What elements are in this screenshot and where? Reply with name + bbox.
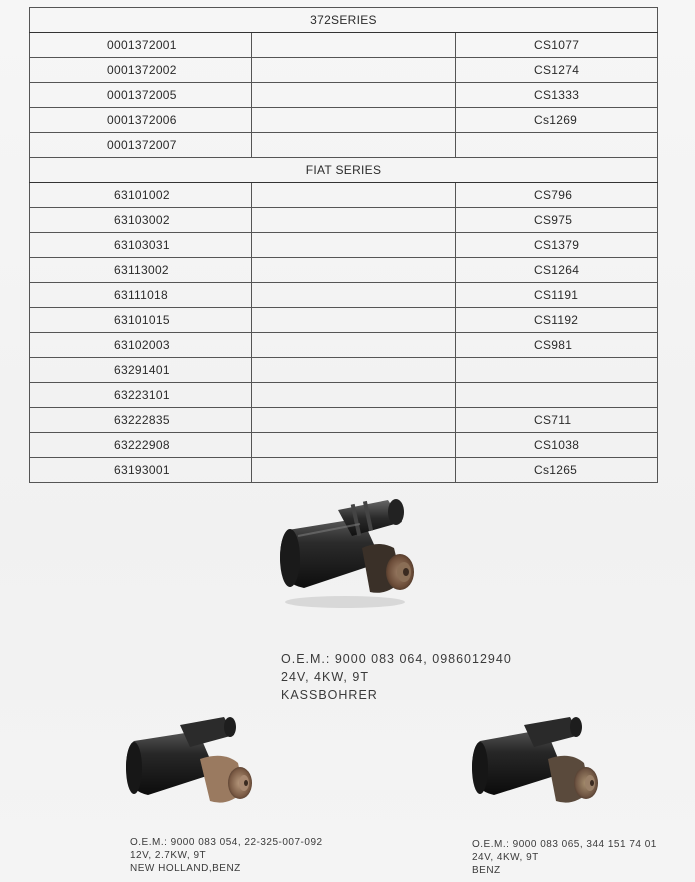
part-number: 63102003 bbox=[30, 333, 252, 358]
part-number: 63222908 bbox=[30, 433, 252, 458]
table-row bbox=[30, 108, 658, 133]
part-number: 63193001 bbox=[30, 458, 252, 483]
part-number: 63101015 bbox=[30, 308, 252, 333]
empty-cell bbox=[252, 183, 456, 208]
empty-cell bbox=[252, 108, 456, 133]
part-number: 63222835 bbox=[30, 408, 252, 433]
empty-cell bbox=[252, 233, 456, 258]
cs-number: Cs1269 bbox=[456, 108, 658, 133]
part-number: 63101002 bbox=[30, 183, 252, 208]
empty-cell bbox=[252, 133, 456, 158]
table-row bbox=[30, 233, 658, 258]
empty-cell bbox=[252, 258, 456, 283]
application: NEW HOLLAND,BENZ bbox=[130, 863, 241, 874]
application: KASSBOHRER bbox=[281, 688, 378, 702]
series-header-row bbox=[30, 158, 658, 183]
part-number: 63291401 bbox=[30, 358, 252, 383]
cs-number: CS1264 bbox=[456, 258, 658, 283]
table-row bbox=[30, 358, 658, 383]
spec: 24V, 4KW, 9T bbox=[472, 852, 539, 863]
series-title: 372SERIES bbox=[30, 8, 658, 33]
cs-number: CS1379 bbox=[456, 233, 658, 258]
starter-motor-photo-left bbox=[120, 715, 260, 815]
empty-cell bbox=[252, 33, 456, 58]
table-row bbox=[30, 283, 658, 308]
table-row bbox=[30, 58, 658, 83]
part-number: 0001372001 bbox=[30, 33, 252, 58]
cs-number: CS1333 bbox=[456, 83, 658, 108]
table-row bbox=[30, 383, 658, 408]
table-row bbox=[30, 458, 658, 483]
parts-cross-reference-table bbox=[29, 7, 658, 483]
table-row bbox=[30, 83, 658, 108]
main-product-caption bbox=[281, 650, 512, 704]
series-header-row bbox=[30, 8, 658, 33]
table-row bbox=[30, 308, 658, 333]
part-number: 0001372005 bbox=[30, 83, 252, 108]
cs-number: CS1038 bbox=[456, 433, 658, 458]
cs-number bbox=[456, 358, 658, 383]
oem-numbers: O.E.M.: 9000 083 065, 344 151 74 01 bbox=[472, 839, 657, 850]
empty-cell bbox=[252, 58, 456, 83]
empty-cell bbox=[252, 83, 456, 108]
part-number: 0001372002 bbox=[30, 58, 252, 83]
spec: 24V, 4KW, 9T bbox=[281, 670, 369, 684]
part-number: 0001372007 bbox=[30, 133, 252, 158]
starter-motor-photo-main bbox=[270, 492, 420, 612]
cs-number: CS1191 bbox=[456, 283, 658, 308]
cs-number bbox=[456, 133, 658, 158]
empty-cell bbox=[252, 358, 456, 383]
oem-numbers: O.E.M.: 9000 083 054, 22-325-007-092 bbox=[130, 837, 323, 848]
left-product-caption bbox=[130, 836, 323, 875]
table-row bbox=[30, 408, 658, 433]
spec: 12V, 2.7KW, 9T bbox=[130, 850, 207, 861]
cs-number: CS975 bbox=[456, 208, 658, 233]
table-row bbox=[30, 133, 658, 158]
part-number: 63113002 bbox=[30, 258, 252, 283]
table-row bbox=[30, 433, 658, 458]
part-number: 63223101 bbox=[30, 383, 252, 408]
series-title: FIAT SERIES bbox=[30, 158, 658, 183]
cs-number: CS1274 bbox=[456, 58, 658, 83]
empty-cell bbox=[252, 208, 456, 233]
cs-number: CS796 bbox=[456, 183, 658, 208]
table-row bbox=[30, 258, 658, 283]
empty-cell bbox=[252, 433, 456, 458]
cs-number: CS981 bbox=[456, 333, 658, 358]
empty-cell bbox=[252, 283, 456, 308]
part-number: 63103002 bbox=[30, 208, 252, 233]
empty-cell bbox=[252, 383, 456, 408]
empty-cell bbox=[252, 333, 456, 358]
empty-cell bbox=[252, 458, 456, 483]
cs-number bbox=[456, 383, 658, 408]
right-product-caption bbox=[472, 838, 657, 877]
empty-cell bbox=[252, 308, 456, 333]
oem-numbers: O.E.M.: 9000 083 064, 0986012940 bbox=[281, 652, 512, 666]
table-row bbox=[30, 333, 658, 358]
application: BENZ bbox=[472, 865, 501, 876]
part-number: 63103031 bbox=[30, 233, 252, 258]
cs-number: CS1192 bbox=[456, 308, 658, 333]
table-row bbox=[30, 33, 658, 58]
part-number: 63111018 bbox=[30, 283, 252, 308]
part-number: 0001372006 bbox=[30, 108, 252, 133]
starter-motor-photo-right bbox=[466, 715, 606, 815]
empty-cell bbox=[252, 408, 456, 433]
cs-number: CS1077 bbox=[456, 33, 658, 58]
table-row bbox=[30, 208, 658, 233]
cs-number: Cs1265 bbox=[456, 458, 658, 483]
table-row bbox=[30, 183, 658, 208]
cs-number: CS711 bbox=[456, 408, 658, 433]
